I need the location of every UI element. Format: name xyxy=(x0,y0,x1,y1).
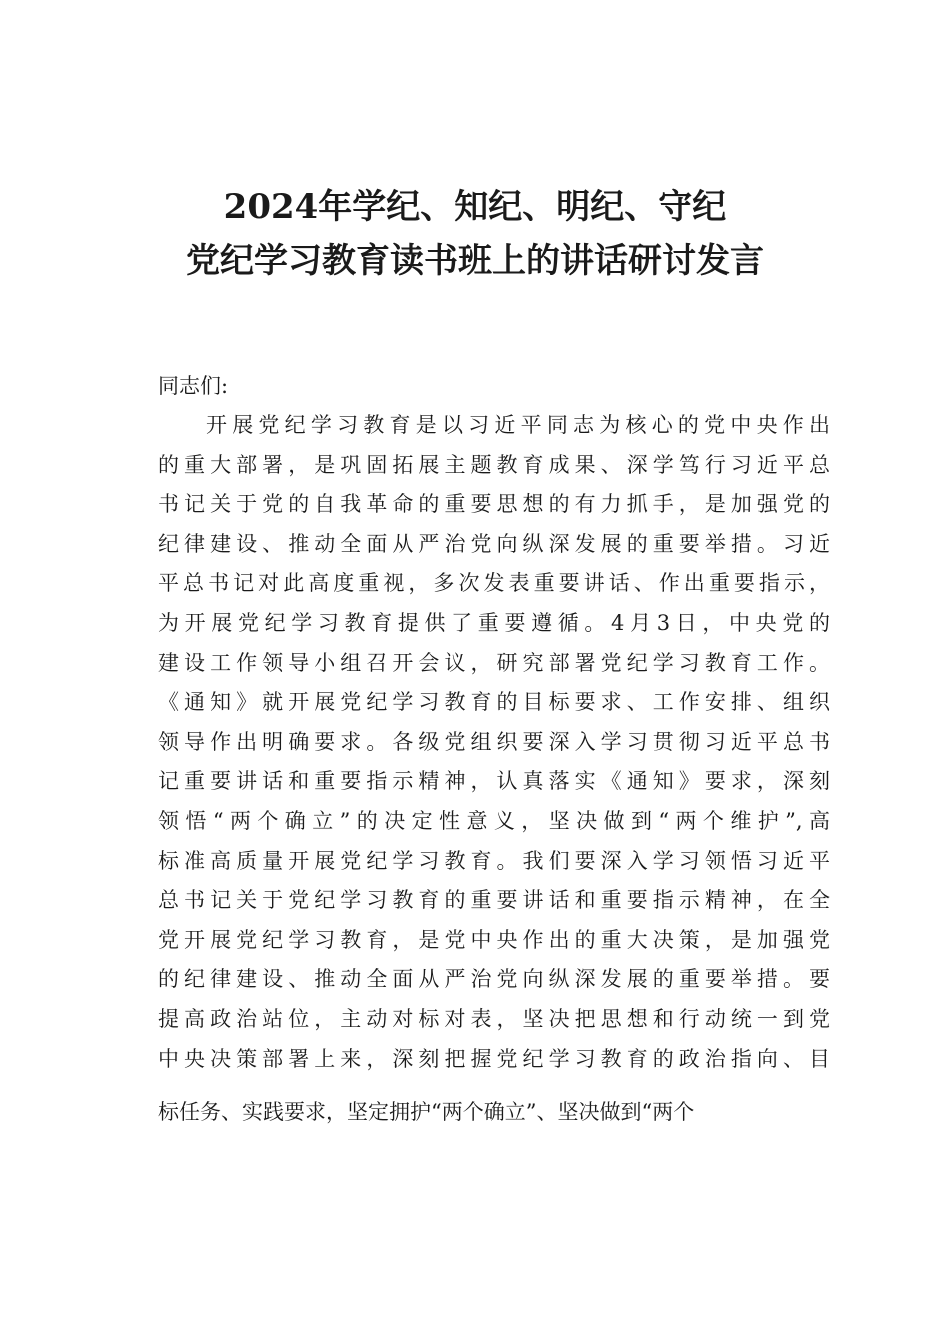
title-line-2: 党纪学习教育读书班上的讲话研讨发言 xyxy=(186,241,764,281)
paragraph-line: 的重大部署，是巩固拓展主题教育成果、深学笃行习近平总 xyxy=(158,452,830,477)
document-body xyxy=(158,366,830,1133)
paragraph-line: 平总书记对此高度重视，多次发表重要讲话、作出重要指示， xyxy=(158,571,830,596)
paragraph-line: 标任务、实践要求，坚定拥护“两个确立”、坚决做到“两个 xyxy=(158,1100,695,1125)
paragraph-line: 中央决策部署上来，深刻把握党纪学习教育的政治指向、目 xyxy=(158,1046,830,1071)
paragraph-line: 党开展党纪学习教育，是党中央作出的重大决策，是加强党 xyxy=(158,927,830,952)
paragraph-line: 总书记关于党纪学习教育的重要讲话和重要指示精神，在全 xyxy=(158,888,830,913)
paragraph-line: 记重要讲话和重要指示精神，认真落实《通知》要求，深刻 xyxy=(158,769,830,794)
paragraph-line: 提高政治站位，主动对标对表，坚决把思想和行动统一到党 xyxy=(158,1006,830,1031)
paragraph-line: 的纪律建设、推动全面从严治党向纵深发展的重要举措。要 xyxy=(158,967,830,992)
paragraph-line: 纪律建设、推动全面从严治党向纵深发展的重要举措。习近 xyxy=(158,531,830,556)
paragraph-line: 建设工作领导小组召开会议，研究部署党纪学习教育工作。 xyxy=(158,650,830,675)
paragraph-line: 书记关于党的自我革命的重要思想的有力抓手，是加强党的 xyxy=(158,492,830,517)
paragraph-line: 开展党纪学习教育是以习近平同志为核心的党中央作出 xyxy=(206,413,830,437)
paragraph-line: 标准高质量开展党纪学习教育。我们要深入学习领悟习近平 xyxy=(158,848,830,873)
paragraph-line: 为开展党纪学习教育提供了重要遵循。4月3日，中央党的 xyxy=(158,610,830,635)
paragraph-line: 领导作出明确要求。各级党组织要深入学习贯彻习近平总书 xyxy=(158,729,830,754)
salutation: 同志们: xyxy=(158,374,229,398)
title-line-1: 2024年学纪、知纪、明纪、守纪 xyxy=(223,187,727,227)
document-title xyxy=(0,180,950,288)
paragraph-line: 领悟“两个确立”的决定性意义，坚决做到“两个维护”,高 xyxy=(158,808,830,833)
paragraph-line: 《通知》就开展党纪学习教育的目标要求、工作安排、组织 xyxy=(158,690,830,715)
